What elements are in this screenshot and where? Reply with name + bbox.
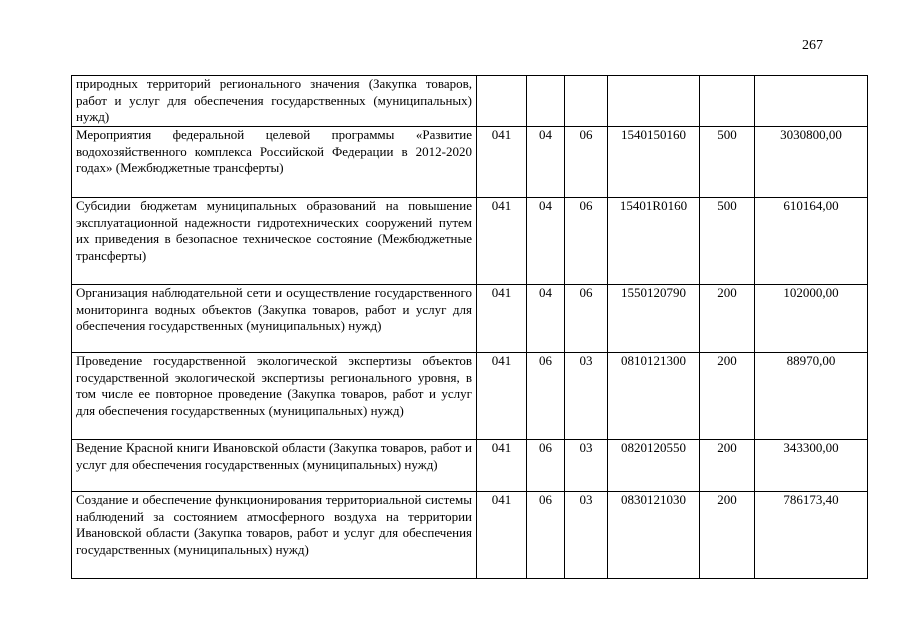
amount-value: 610164,00 (755, 198, 868, 285)
row-description: Проведение государственной экологической экспертизы объектов государственной экологической экспертизы регионального уровня, в том числе ее повторное проведение (Закупка товаров, работ и услуг для обеспечения государственных (муниципальных) нужд) (72, 353, 477, 440)
table-row (72, 440, 868, 492)
amount-value: 88970,00 (755, 353, 868, 440)
amount-value (755, 76, 868, 127)
table-row (72, 76, 868, 127)
ministry-code: 041 (477, 353, 527, 440)
section-code (527, 76, 565, 127)
expense-type-code: 500 (700, 127, 755, 198)
target-article-code (608, 76, 700, 127)
target-article-code: 0830121030 (608, 492, 700, 579)
expense-type-code: 200 (700, 285, 755, 353)
subsection-code (565, 76, 608, 127)
target-article-code: 0810121300 (608, 353, 700, 440)
subsection-code: 06 (565, 198, 608, 285)
section-code: 04 (527, 127, 565, 198)
ministry-code: 041 (477, 492, 527, 579)
expense-type-code: 200 (700, 353, 755, 440)
ministry-code: 041 (477, 198, 527, 285)
amount-value: 343300,00 (755, 440, 868, 492)
row-description: природных территорий регионального значения (Закупка товаров, работ и услуг для обеспечения государственных (муниципальных) нужд) (72, 76, 477, 127)
amount-value: 102000,00 (755, 285, 868, 353)
section-code: 06 (527, 353, 565, 440)
subsection-code: 06 (565, 127, 608, 198)
expense-type-code: 200 (700, 492, 755, 579)
subsection-code: 03 (565, 492, 608, 579)
amount-value: 3030800,00 (755, 127, 868, 198)
page-number: 267 (802, 38, 823, 53)
table-row (72, 198, 868, 285)
table-row (72, 285, 868, 353)
row-description: Ведение Красной книги Ивановской области (Закупка товаров, работ и услуг для обеспечения государственных (муниципальных) нужд) (72, 440, 477, 492)
target-article-code: 0820120550 (608, 440, 700, 492)
table-row (72, 492, 868, 579)
section-code: 04 (527, 285, 565, 353)
row-description: Организация наблюдательной сети и осуществление государственного мониторинга водных объектов (Закупка товаров, работ и услуг для обеспечения государственных (муниципальных) нужд) (72, 285, 477, 353)
table-row (72, 353, 868, 440)
ministry-code: 041 (477, 127, 527, 198)
table-row (72, 127, 868, 198)
subsection-code: 03 (565, 440, 608, 492)
amount-value: 786173,40 (755, 492, 868, 579)
subsection-code: 03 (565, 353, 608, 440)
target-article-code: 1550120790 (608, 285, 700, 353)
section-code: 04 (527, 198, 565, 285)
expense-type-code: 500 (700, 198, 755, 285)
row-description: Создание и обеспечение функционирования территориальной системы наблюдений за состоянием атмосферного воздуха на территории Ивановской области (Закупка товаров, работ и услуг для обеспечения государственных (муниципальных) нужд) (72, 492, 477, 579)
budget-table (71, 75, 868, 579)
expense-type-code: 200 (700, 440, 755, 492)
ministry-code: 041 (477, 440, 527, 492)
row-description: Субсидии бюджетам муниципальных образований на повышение эксплуатационной надежности гидротехнических сооружений путем их приведения в безопасное техническое состояние (Межбюджетные трансферты) (72, 198, 477, 285)
subsection-code: 06 (565, 285, 608, 353)
target-article-code: 15401R0160 (608, 198, 700, 285)
row-description: Мероприятия федеральной целевой программы «Развитие водохозяйственного комплекса Российской Федерации в 2012-2020 годах» (Межбюджетные трансферты) (72, 127, 477, 198)
section-code: 06 (527, 440, 565, 492)
expense-type-code (700, 76, 755, 127)
target-article-code: 1540150160 (608, 127, 700, 198)
section-code: 06 (527, 492, 565, 579)
ministry-code (477, 76, 527, 127)
ministry-code: 041 (477, 285, 527, 353)
